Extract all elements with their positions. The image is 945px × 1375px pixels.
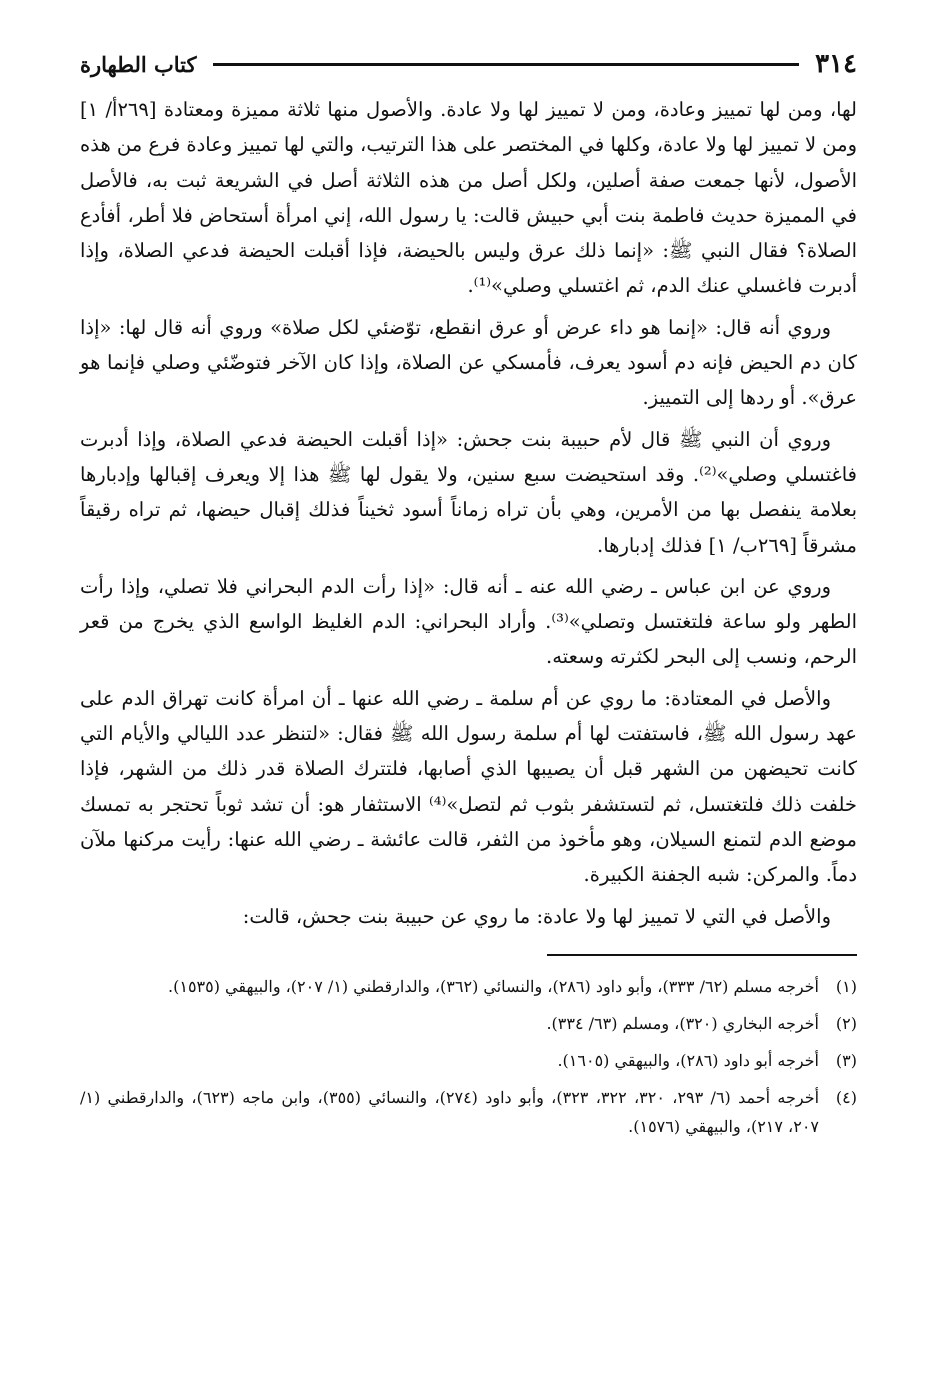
- paragraph: والأصل في التي لا تمييز لها ولا عادة: ما روي عن حبيبة بنت جحش، قالت:: [242, 904, 831, 928]
- book-title: كتاب الطهارة: [80, 51, 197, 77]
- footnote-text: أخرجه أبو داود (٢٨٦)، والبيهقي (١٦٠٥).: [557, 1050, 819, 1070]
- footnote-text: أخرجه مسلم (٦٢/ ٣٣٣)، وأبو داود (٢٨٦)، والنسائي (٣٦٢)، والدارقطني (١/ ٢٠٧)، والبيهقي (١٥٣٥).: [168, 976, 819, 996]
- page-number: ٣١٤: [815, 49, 857, 79]
- paragraph: والأصل في المعتادة: ما روي عن أم سلمة ـ رضي الله عنها ـ أن امرأة كانت تهراق الدم على عهد رسول الله ﷺ، فاستفتت لها أم سلمة رسول الله ﷺ فقال: «لتنظر عدد الليالي والأيام التي كانت تحيضهن من الشهر قبل أن يصيبها الذي أصابها، فلتترك الصلاة قدر ذلك من الشهر، فإذا خلفت ذلك فلتغتسل، ثم لتستشفر بثوب ثم لتصل»⁽⁴⁾ الاستثفار هو: أن تشد ثوباً تحتجر به تمسك موضع الدم لتمنع السيلان، وهو مأخوذ من الثفر، قالت عائشة ـ رضي الله عنها: رأيت مركنها ملآن دماً. والمركن: شبه الجفنة الكبيرة.: [80, 686, 857, 887]
- paragraph: لها، ومن لها تمييز وعادة، ومن لا تمييز لها ولا عادة. والأصول منها ثلاثة مميزة ومعتادة [٢٦٩أ/ ١] ومن لا تمييز لها ولا عادة، وكلها في المختصر على هذا الترتيب، والتي لها تمييز وعادة فرع من هذه الأصول، لأنها جمعت صفة أصلين، ولكل أصل من هذه الثلاثة أصل في الشريعة ثبت به، فالأصل في المميزة حديث فاطمة بنت أبي حبيش قالت: يا رسول الله، إني امرأة أستحاض فلا أطر، أفأدع الصلاة؟ فقال النبي ﷺ: «إنما ذلك عرق وليس بالحيضة، فإذا أقبلت الحيضة فدعي الصلاة، وإذا أدبرت فاغسلي عنك الدم، ثم اغتسلي وصلي»⁽¹⁾.: [80, 98, 857, 298]
- header-rule: [213, 63, 800, 66]
- footnote-number: (١): [835, 976, 857, 996]
- footnote: [80, 1009, 857, 1038]
- paragraph: وروي أن النبي ﷺ قال لأم حبيبة بنت جحش: «إذا أقبلت الحيضة فدعي الصلاة، وإذا أدبرت فاغتسلي وصلي»⁽²⁾. وقد استحيضت سبع سنين، ولا يقول لها ﷺ هذا إلا ويعرف إقبالها وإدبارها بعلامة ينفصل بها من الأمرين، وهي بأن تراه زماناً أسود ثخيناً فذلك إقبال حيضها، ثم تراه رقيقاً مشرقاً [٢٦٩ب/ ١] فذلك إدبارها.: [80, 427, 857, 557]
- footnote-number: (٢): [835, 1013, 857, 1033]
- footnote: [80, 972, 857, 1001]
- page-header: [80, 40, 857, 88]
- main-text: [80, 92, 857, 934]
- footnote-number: (٣): [835, 1050, 857, 1070]
- footnote-separator: [547, 954, 857, 956]
- paragraph: وروي أنه قال: «إنما هو داء عرض أو عرق انقطع، توّضئي لكل صلاة» وروي أنه قال لها: «إذا كان دم الحيض فإنه دم أسود يعرف، فأمسكي عن الصلاة، وإذا كان الآخر فتوضّئي وصلي فإنما هو عرق». أو ردها إلى التمييز.: [80, 315, 857, 410]
- footnotes: [80, 972, 857, 1141]
- footnote-text: أخرجه البخاري (٣٢٠)، ومسلم (٦٣/ ٣٣٤).: [546, 1013, 819, 1033]
- footnote-number: (٤): [835, 1087, 857, 1107]
- footnote: [80, 1046, 857, 1075]
- footnote: [80, 1083, 857, 1141]
- footnote-text: أخرجه أحمد (٦/ ٢٩٣، ٣٢٠، ٣٢٢، ٣٢٣)، وأبو داود (٢٧٤)، والنسائي (٣٥٥)، وابن ماجه (٦٢٣)، والدارقطني (١/ ٢٠٧، ٢١٧)، والبيهقي (١٥٧٦).: [80, 1087, 820, 1136]
- book-page: [80, 40, 857, 1355]
- paragraph: وروي عن ابن عباس ـ رضي الله عنه ـ أنه قال: «إذا رأت الدم البحراني فلا تصلي، وإذا رأت الطهر ولو ساعة فلتغتسل وتصلي»⁽³⁾. وأراد البحراني: الدم الغليظ الواسع الذي يخرج من قعر الرحم، ونسب إلى البحر لكثرته وسعته.: [80, 574, 858, 669]
